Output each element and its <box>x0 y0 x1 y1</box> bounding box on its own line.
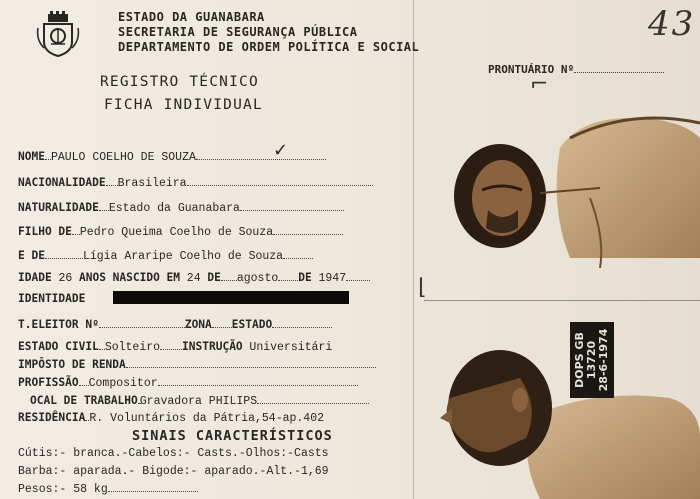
filho-label: FILHO DE <box>18 225 72 238</box>
placard-text: DOPS GB 13720 28-6-1974 <box>573 328 610 392</box>
prontuario-field <box>488 63 664 76</box>
filho-value: Pedro Queima Coelho de Souza <box>79 226 274 239</box>
idade-value: 26 <box>58 272 73 285</box>
check-mark-icon: ✓ <box>273 140 289 161</box>
bracket-mark-icon: ⌊ <box>418 275 427 300</box>
field-trabalho <box>30 394 369 410</box>
field-idade <box>18 271 370 287</box>
sinais-title: SINAIS CARACTERÍSTICOS <box>132 428 333 444</box>
naturalidade-value: Estado da Guanabara <box>108 202 240 215</box>
field-naturalidade <box>18 201 344 217</box>
corner-mark-icon: ⌐ <box>530 72 549 97</box>
page-number: 43 <box>648 4 696 44</box>
estado-label: ESTADO <box>231 318 273 331</box>
field-e-de <box>18 249 313 265</box>
eleitor-label: T.ELEITOR Nº <box>18 318 99 331</box>
barba-value: Barba:- aparada.- Bigode:- aparado.-Alt.-1,69 <box>18 465 329 478</box>
field-estado-civil <box>18 340 332 356</box>
sinais-barba <box>18 464 329 480</box>
nacionalidade-label: NACIONALIDADE <box>18 176 106 189</box>
instrucao-value: Universitári <box>249 341 333 354</box>
field-profissao <box>18 376 358 392</box>
mugshot-photographs <box>430 78 700 499</box>
field-residencia <box>18 411 324 427</box>
peso-value: Pesos:- 58 kg <box>18 483 108 496</box>
civil-value: Solteiro <box>104 341 161 354</box>
sinais-cutis <box>18 446 329 462</box>
profissao-value: Compositor <box>88 377 158 390</box>
header-departamento: DEPARTAMENTO DE ORDEM POLÍTICA E SOCIAL <box>118 40 420 54</box>
header-state: ESTADO DA GUANABARA <box>118 10 265 24</box>
nasc-dia: 24 <box>186 272 201 285</box>
identidade-label: IDENTIDADE <box>18 292 86 305</box>
title-ficha: FICHA INDIVIDUAL <box>104 97 263 113</box>
residencia-label: RESIDÊNCIA <box>18 411 86 424</box>
nasc-mes: agosto <box>236 272 279 285</box>
idade-label: IDADE <box>18 271 52 284</box>
header-secretaria: SECRETARIA DE SEGURANÇA PÚBLICA <box>118 25 358 39</box>
prontuario-line <box>574 72 664 73</box>
trabalho-label: OCAL DE TRABALHO <box>30 394 138 407</box>
nome-value: PAULO COELHO DE SOUZA <box>50 151 196 164</box>
zona-label: ZONA <box>184 318 212 331</box>
prontuario-label: PRONTUÁRIO Nº <box>488 63 575 76</box>
nacionalidade-value: Brasileira <box>117 177 187 190</box>
fold-line <box>413 0 414 499</box>
de2-label: DE <box>298 271 312 284</box>
coat-of-arms-icon <box>36 10 80 58</box>
trabalho-value: Gravadora PHILIPS <box>139 395 258 408</box>
field-filho <box>18 225 343 241</box>
instrucao-label: INSTRUÇÃO <box>182 340 243 353</box>
imposto-label: IMPÔSTO DE RENDA <box>18 358 126 371</box>
nome-label: NOME <box>18 150 45 163</box>
residencia-value: R. Voluntários da Pátria,54-ap.402 <box>89 412 324 425</box>
frontal-photo <box>454 118 700 268</box>
e-de-value: Lígia Araripe Coelho de Souza <box>82 250 284 263</box>
anos-label: ANOS NASCIDO EM <box>79 271 181 284</box>
de1-label: DE <box>207 271 221 284</box>
e-de-label: E DE <box>18 249 45 262</box>
redaction-bar <box>113 291 349 304</box>
title-registro: REGISTRO TÉCNICO <box>100 74 259 90</box>
civil-label: ESTADO CIVIL <box>18 340 99 353</box>
naturalidade-label: NATURALIDADE <box>18 201 99 214</box>
field-identidade <box>18 292 85 308</box>
field-nacionalidade <box>18 176 373 192</box>
field-eleitor <box>18 318 332 334</box>
cutis-value: Cútis:- branca.-Cabelos:- Casts.-Olhos:-Casts <box>18 447 329 460</box>
nasc-ano: 1947 <box>318 272 347 285</box>
profissao-label: PROFISSÃO <box>18 376 79 389</box>
sinais-peso <box>18 482 198 498</box>
dops-placard <box>570 322 614 398</box>
field-imposto <box>18 358 376 374</box>
